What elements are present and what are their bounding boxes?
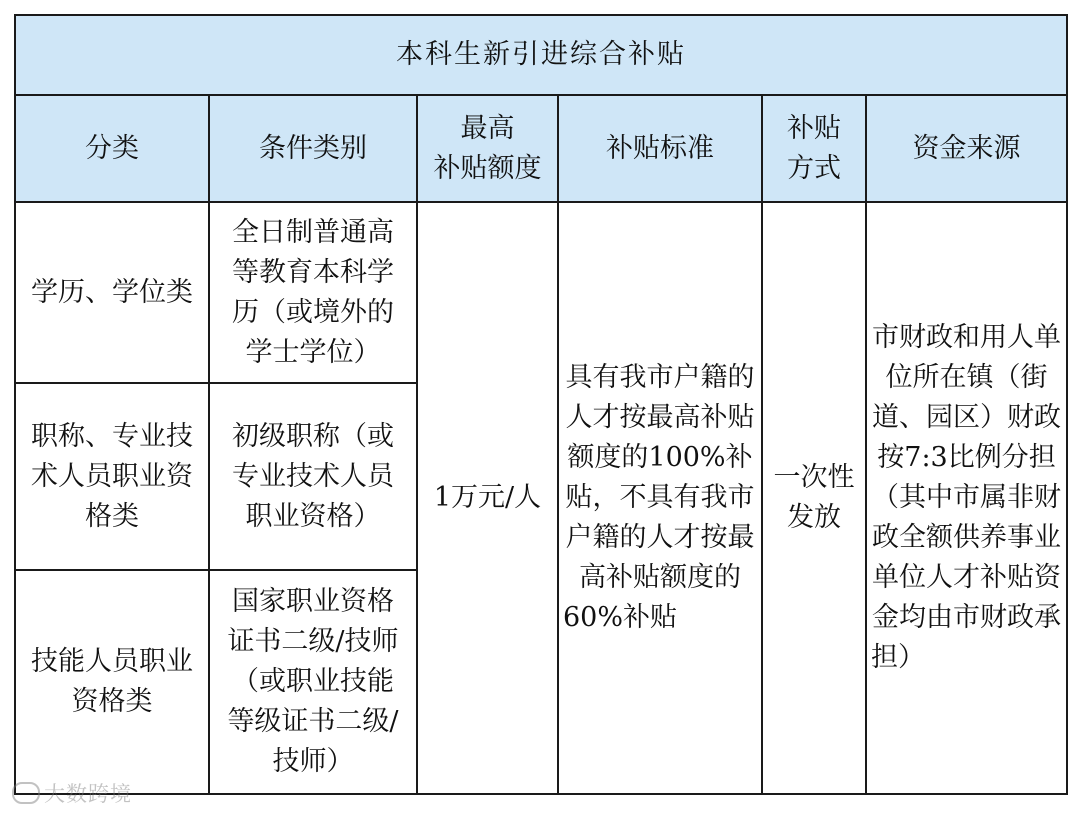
header-fund-source: 资金来源: [866, 95, 1067, 202]
header-standard: 补贴标准: [558, 95, 762, 202]
table-row: [15, 202, 1067, 383]
watermark: [12, 778, 132, 808]
standard-cell: 具有我市户籍的人才按最高补贴额度的100%补贴，不具有我市户籍的人才按最高补贴额度的60%补贴: [558, 202, 762, 794]
chat-bubble-icon: [12, 782, 40, 804]
row-condition: 全日制普通高 等教育本科学 历（或境外的 学士学位）: [209, 202, 417, 383]
fund-source-cell: 市财政和用人单位所在镇（街道、园区）财政按7:3比例分担（其中市属非财政全额供养事业单位人才补贴资金均由市财政承担）: [866, 202, 1067, 794]
row-condition: 初级职称（或 专业技术人员 职业资格）: [209, 383, 417, 570]
row-category: 技能人员职业 资格类: [15, 570, 209, 794]
header-condition-type: 条件类别: [209, 95, 417, 202]
row-condition: 国家职业资格 证书二级/技师 （或职业技能 等级证书二级/ 技师）: [209, 570, 417, 794]
watermark-text: 大数跨境: [44, 782, 132, 806]
header-category: 分类: [15, 95, 209, 202]
method-cell: 一次性 发放: [762, 202, 866, 794]
header-max-amount: 最高 补贴额度: [417, 95, 558, 202]
max-amount-cell: 1万元/人: [417, 202, 558, 794]
subsidy-table: [14, 14, 1068, 795]
header-method: 补贴 方式: [762, 95, 866, 202]
row-category: 职称、专业技 术人员职业资 格类: [15, 383, 209, 570]
row-category: 学历、学位类: [15, 202, 209, 383]
table-title: 本科生新引进综合补贴: [15, 15, 1067, 95]
